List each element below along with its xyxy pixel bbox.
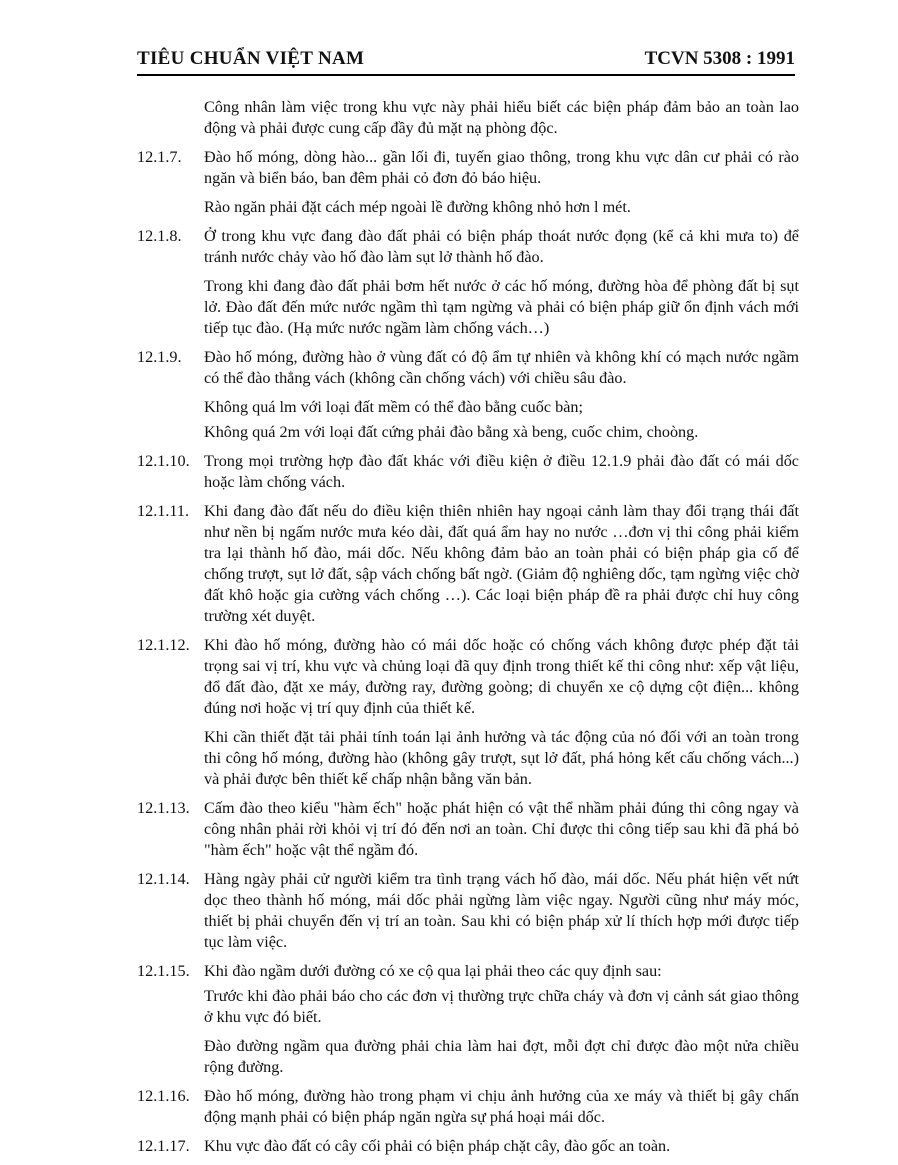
paragraph-text: Khi đang đào đất nếu do điều kiện thiên nhiên hay ngoại cảnh làm thay đổi trạng thái đất như nền bị ngấm nước mưa kéo dài, đất quá ẩm hay no nước …đơn vị thi công phải kiểm tra lại thành hố đào, mái dốc. Nếu không đảm bảo an toàn phải có biện pháp gia cố để chống trượt, sụt lở đất, sập vách chống bất ngờ. (Giảm độ nghiêng dốc, tạm ngừng việc chờ đất khô hoặc gia cường vách chống …). Các loại biện pháp đề ra phải được chỉ huy công trường xét duyệt. (204, 502, 799, 625)
paragraph-text: Đào hố móng, dòng hào... gần lối đi, tuyến giao thông, trong khu vực dân cư phải có rào ngăn và biển báo, ban đêm phải cỏ đơn đỏ báo hiệu. (204, 148, 799, 187)
paragraph (137, 1136, 799, 1157)
paragraph-text: Không quá 2m với loại đất cứng phải đào bằng xà beng, cuốc chim, choòng. (204, 423, 699, 441)
paragraph-text: Trong khi đang đào đất phải bơm hết nước ở các hố móng, đường hòa để phòng đất bị sụt lở. Đào đất đến mức nước ngầm thì tạm ngừng và phải có biện pháp giữ ổn định vách mới tiếp tục đào. (Hạ mức nước ngầm làm chống vách…) (204, 277, 799, 337)
clause-number: 12.1.15. (137, 962, 190, 980)
clause-number: 12.1.14. (137, 870, 190, 888)
paragraph (137, 869, 799, 953)
paragraph-text: Khi đào ngầm dưới đường có xe cộ qua lại phải theo các quy định sau: (204, 962, 662, 980)
paragraph (137, 397, 799, 418)
paragraph-text: Trong mọi trường hợp đào đất khác với điều kiện ở điều 12.1.9 phải đào đất có mái dốc hoặc làm chống vách. (204, 452, 799, 491)
paragraph-text: Rào ngăn phải đặt cách mép ngoài lề đường không nhỏ hơn l mét. (204, 198, 631, 216)
paragraph (137, 347, 799, 389)
clause-number: 12.1.17. (137, 1137, 190, 1155)
paragraph-text: Không quá lm với loại đất mềm có thể đào bằng cuốc bàn; (204, 398, 583, 416)
paragraph (137, 97, 799, 139)
paragraph-text: Hàng ngày phải cử người kiểm tra tình trạng vách hố đào, mái dốc. Nếu phát hiện vết nứt dọc theo thành hố móng, mái dốc phải ngừng làm việc ngay. Người cũng như máy móc, thiết bị phải chuyển đến vị trí an toàn. Sau khi có biện pháp xử lí thích hợp mới được tiếp tục làm việc. (204, 870, 799, 951)
clause-number: 12.1.9. (137, 348, 182, 366)
paragraph (137, 1086, 799, 1128)
paragraph (137, 635, 799, 719)
paragraph (137, 986, 799, 1028)
paragraph (137, 798, 799, 861)
paragraph-text: Đào đường ngầm qua đường phải chia làm hai đợt, mỗi đợt chỉ được đào một nửa chiều rộng đường. (204, 1037, 799, 1076)
paragraph-text: Khu vực đào đất có cây cối phải có biện pháp chặt cây, đào gốc an toàn. (204, 1137, 671, 1155)
clause-number: 12.1.7. (137, 148, 182, 166)
standard-code: TCVN 5308 : 1991 (644, 48, 795, 69)
paragraph-text: Trước khi đào phải báo cho các đơn vị thường trực chữa cháy và đơn vị cảnh sát giao thông ở khu vực đó biết. (204, 987, 799, 1026)
paragraph (137, 226, 799, 268)
paragraph (137, 727, 799, 790)
paragraph-text: Ở trong khu vực đang đào đất phải có biện pháp thoát nước đọng (kể cả khi mưa to) để tránh nước chảy vào hố đào làm sụt lở thành hố đào. (204, 227, 799, 266)
paragraph (137, 451, 799, 493)
paragraph-text: Khi cần thiết đặt tải phải tính toán lại ảnh hưởng và tác động của nó đối với an toàn trong thi công hố móng, đường hào (không gây trượt, sụt lở đất, phá hỏng kết cấu chống vách...) và phải được bên thiết kế chấp nhận bằng văn bản. (204, 728, 799, 788)
paragraph-text: Đào hố móng, đường hào trong phạm vi chịu ảnh hưởng của xe máy và thiết bị gây chấn động mạnh phải có biện pháp ngăn ngừa sự phá hoại mái dốc. (204, 1087, 799, 1126)
clause-number: 12.1.10. (137, 452, 190, 470)
page-header (137, 44, 795, 76)
paragraph (137, 961, 799, 982)
clause-number: 12.1.13. (137, 799, 190, 817)
paragraph (137, 276, 799, 339)
paragraph-text: Cấm đào theo kiểu "hàm ếch" hoặc phát hiện có vật thể nhầm phải đúng thi công ngay và công nhân phải rời khỏi vị trí đó đến nơi an toàn. Chỉ được thi công tiếp sau khi đã phá bỏ "hàm ếch" hoặc vật thể ngầm đó. (204, 799, 799, 859)
paragraph (137, 147, 799, 189)
clause-number: 12.1.16. (137, 1087, 190, 1105)
paragraph-text: Đào hố móng, đường hào ở vùng đất có độ ẩm tự nhiên và không khí có mạch nước ngầm có thể đào thẳng vách (không cần chống vách) với chiều sâu đào. (204, 348, 799, 387)
paragraph (137, 422, 799, 443)
document-body (137, 97, 799, 1165)
standard-title: TIÊU CHUẨN VIỆT NAM (137, 48, 365, 69)
clause-number: 12.1.12. (137, 636, 190, 654)
paragraph-text: Công nhân làm việc trong khu vực này phải hiểu biết các biện pháp đảm bảo an toàn lao động và phải được cung cấp đầy đủ mặt nạ phòng độc. (204, 98, 799, 137)
paragraph (137, 197, 799, 218)
clause-number: 12.1.11. (137, 502, 190, 520)
paragraph (137, 1036, 799, 1078)
clause-number: 12.1.8. (137, 227, 182, 245)
paragraph-text: Khi đào hố móng, đường hào có mái dốc hoặc có chống vách không được phép đặt tải trọng sai vị trí, khu vực và chủng loại đã quy định trong thiết kế thi công như: xếp vật liệu, đổ đất đào, đặt xe máy, đường ray, đường goòng; di chuyển xe cộ dựng cột điện... không đúng nơi hoặc vị trí quy định của thiết kế. (204, 636, 799, 717)
paragraph (137, 501, 799, 627)
